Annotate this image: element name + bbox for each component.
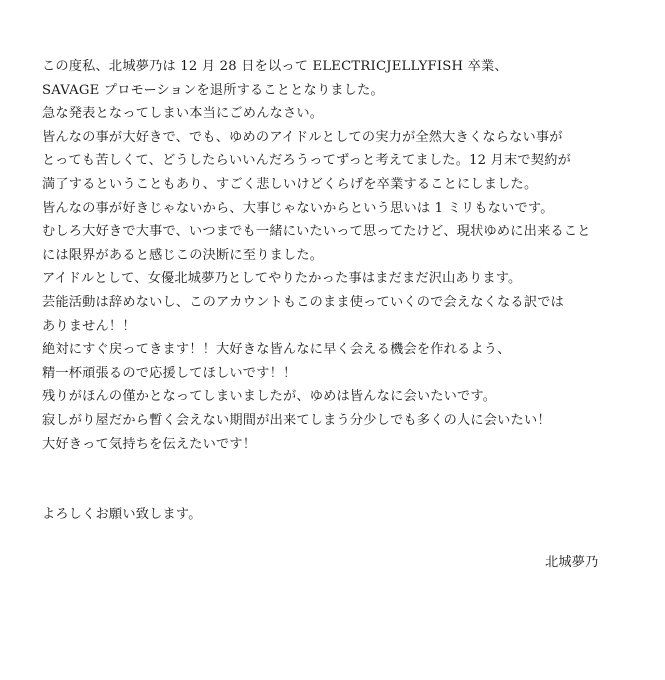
letter-line: アイドルとして、女優北城夢乃としてやりたかった事はまだまだ沢山あります。 bbox=[42, 271, 522, 287]
letter-line: この度私、北城夢乃は 12 月 28 日を以って ELECTRICJELLYFISH 卒業、 bbox=[42, 59, 508, 74]
letter-line: 残りがほんの僅かとなってしまいましたが、ゆめは皆んなに会いたいです。 bbox=[42, 389, 497, 405]
letter-line: SAVAGE プロモーションを退所することとなりました。 bbox=[42, 82, 384, 98]
letter-line: とっても苦しくて、どうしたらいいんだろうってずっと考えてました。12 月末で契約が bbox=[42, 153, 571, 169]
letter-line: 絶対にすぐ戻ってきます！！大好きな皆んなに早く会える機会を作れるよう、 bbox=[42, 342, 511, 358]
letter-line: 皆んなの事が好きじゃないから、大事じゃないからという思いは 1 ミリもないです。 bbox=[42, 200, 554, 216]
letter-line: には限界があると感じこの決断に至りました。 bbox=[42, 247, 324, 263]
letter-line: 皆んなの事が大好きで、でも、ゆめのアイドルとしての実力が全然大きくならない事が bbox=[42, 129, 563, 145]
letter-line: 精一杯頑張るので応援してほしいです！！ bbox=[42, 365, 297, 381]
closing-phrase: よろしくお願い致します。 bbox=[42, 507, 202, 522]
letter-line: 寂しがり屋だから暫く会えない期間が出来てしまう分少しでも多くの人に会いたい！ bbox=[42, 412, 551, 428]
signature: 北城夢乃 bbox=[545, 555, 599, 570]
letter-line: むしろ大好きで大事で、いつまでも一緒にいたいって思ってたけど、現状ゆめに出来ること bbox=[42, 224, 591, 240]
letter-line: 満了するということもあり、すごく悲しいけどくらげを卒業することにしました。 bbox=[42, 176, 538, 192]
letter-body bbox=[42, 55, 642, 456]
letter-line: 大好きって気持ちを伝えたいです！ bbox=[42, 436, 257, 452]
letter-line: 芸能活動は辞めないし、このアカウントもこのまま使っていくので会えなくなる訳では bbox=[42, 294, 564, 310]
letter-line: ありません！！ bbox=[42, 318, 136, 334]
letter-line: 急な発表となってしまい本当にごめんなさい。 bbox=[42, 106, 324, 122]
